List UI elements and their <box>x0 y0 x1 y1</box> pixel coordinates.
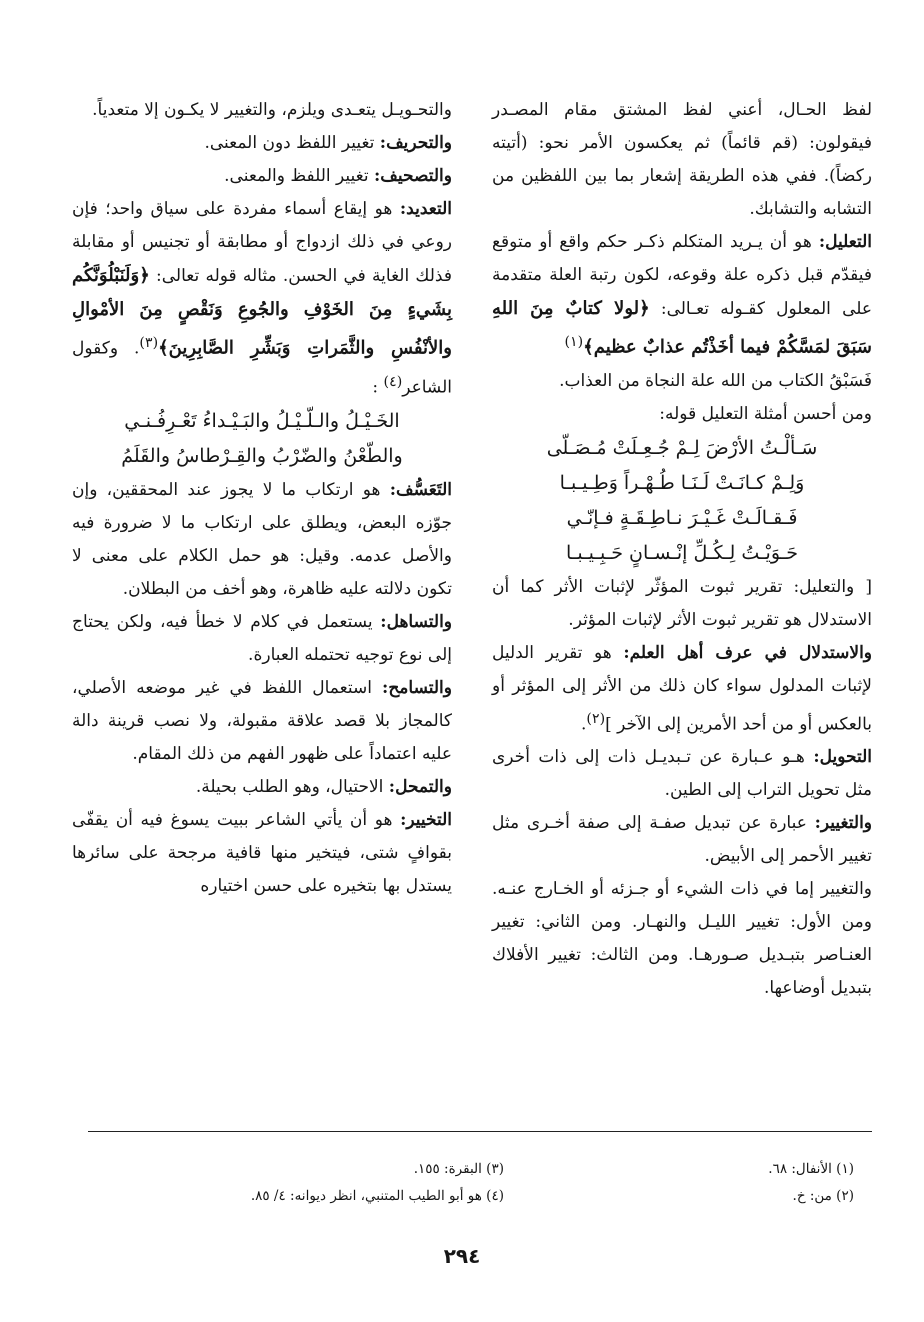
poem-line: فَـقـالَـتْ غَـيْـرَ نـاطِـقَـةٍ فـإنّـي <box>566 506 798 529</box>
footnote-ref: (١) <box>564 334 584 350</box>
footnotes-left <box>174 1156 504 1210</box>
definition-text: هو أن يـريد المتكلم ذكـر حكم واقع أو متوقع فيقدّم قبل ذكره علة وقوعه، لكون رتبة العلة متقدمة على المعلول كقـوله تعـالى: <box>492 232 873 319</box>
definition-text: عبارة عن تبديل صفـة إلى صفة أخـرى مثل تغيير الأحمر إلى الأبيض. <box>492 813 872 867</box>
paragraph: فَسَبْقُ الكتاب من الله علة النجاة من العذاب. <box>559 370 872 391</box>
poem-line: حَـوَيْـتُ لِـكُـلِّ إنْـسـانٍ حَـبِـيـبـا <box>566 541 798 564</box>
term-label: والتسامح: <box>382 678 452 699</box>
tasamuh-definition <box>72 672 452 771</box>
taassuf-definition <box>72 474 452 606</box>
definition-text: هو إيقاع أسماء مفردة على سياق واحد؛ فإن روعي في ذلك ازدواج أو مطابقة أو تجنيس أو مقابلة فذلك الغاية في الحسن. مثاله قوله تعالى: <box>72 199 452 286</box>
term-label: والتحريف: <box>379 133 452 153</box>
tahrif-definition <box>72 127 452 160</box>
term-label: التَعَسُّف: <box>389 480 452 501</box>
right-column <box>492 94 872 1005</box>
definition-text: الاحتيال، وهو الطلب بحيلة. <box>195 777 384 798</box>
term-label: والتساهل: <box>380 612 452 633</box>
takhyir-definition <box>72 804 452 903</box>
tamahhul-definition <box>72 771 452 804</box>
quran-verse: ﴿وَلَنَبْلُوَنَّكُم بِشَيءٍ مِنَ الخَوْفِ والجُوعِ وَنَقْصٍ مِنَ الأمْوالِ والأنْفُسِ والثَّمَراتِ وَبَشِّرِ الصَّابِرِينَ﴾ <box>72 265 453 359</box>
poem-line: الخَـيْـلُ والـلّـيْـلُ والبَـيْـداءُ تَعْـرِفُـنـي <box>124 410 400 433</box>
term-label: والاستدلال في عرف أهل العلم: <box>623 642 872 663</box>
taghyir-definition <box>492 807 872 873</box>
footnote: (١) الأنفال: ٦٨. <box>768 1161 854 1177</box>
definition-text: تغيير اللفظ والمعنى. <box>224 166 369 186</box>
footnote: (٤) هو أبو الطيب المتنبي، انظر ديوانه: ٤/ ٨٥. <box>250 1188 504 1204</box>
poet-intro: . وكقول الشاعر <box>72 338 452 398</box>
term-label: والتمحل: <box>388 777 452 798</box>
quran-verse: ﴿لولا كتابٌ مِنَ اللهِ سَبَقَ لمَسَّكُمْ فيما أخَذْتُم عذابٌ عظيم﴾ <box>492 298 872 358</box>
term-label: التحويل: <box>813 747 873 768</box>
bracketed-note: [ والتعليل: تقرير ثبوت المؤثّر لإثبات الأثر كما أن الاستدلال هو تقرير ثبوت الأثر لإثبات المؤثر. <box>492 576 872 630</box>
left-column <box>72 94 452 903</box>
poem <box>72 404 452 474</box>
footnote-ref: (٢) <box>586 710 606 727</box>
paragraph: والتحـويـل يتعـدى ويلزم، والتغيير لا يكـون إلا متعدياً. <box>92 100 452 120</box>
poem-intro: ومن أحسن أمثلة التعليل قوله: <box>659 403 872 424</box>
definition-text: هو ارتكاب ما لا يجوز عند المحققين، وإن جوّزه البعض، ويطلق على ارتكاب ما لا ضرورة فيه والأصل عدمه. وقيل: هو حمل الكلام على معنى لا تكون دلالته عليه ظاهرة، وهو أخف من البطلان. <box>72 480 452 600</box>
definition-text: هو أن يأتي الشاعر ببيت يسوغ فيه أن يقفّى بقوافٍ شتى، فيتخير منها قافية مرجحة على سائرها يستدل بها بتخيره على حسن اختياره <box>72 810 452 897</box>
term-label: والتغيير: <box>814 813 872 834</box>
taalil-definition <box>492 226 872 365</box>
istidlal-definition: والاستدلال في عرف أهل العلم: هو تقرير الدليل لإثبات المدلول سواء كان ذلك من الأثر إلى المؤثر أو بالعكس أو من أحد الأمرين إلى الآخر ]$^{(٢)}$. <box>492 642 872 735</box>
term-label: التعليل: <box>818 232 873 252</box>
footnote-ref: (٣) <box>139 335 159 351</box>
paragraph: لفظ الحـال، أعني لفظ المشتق مقام المصـدر فيقولون: (قم قائماً) ثم يعكسون الأمر نحو: (أتيته ركضاً). ففي هذه الطريقة إشعار بما بين اللفظين من التشابه والتشابك. <box>492 100 872 219</box>
poem-line: سَـألْـتُ الأرْضَ لِـمْ جُـعِـلَتْ مُـصَـلّى <box>546 436 818 459</box>
poem <box>492 431 872 571</box>
definition-text: تغيير اللفظ دون المعنى. <box>204 133 375 153</box>
footnotes-right <box>554 1156 854 1210</box>
term-label: التخيير: <box>400 810 452 831</box>
footnote: (٢) من: خ. <box>792 1188 854 1204</box>
definition-text: يستعمل في كلام لا خطأ فيه، ولكن يحتاج إلى نوع توجيه تحتمله العبارة. <box>72 612 452 666</box>
footnote-ref: (٤) <box>383 373 403 390</box>
paragraph: والتغيير إما في ذات الشيء أو جـزئه أو الخـارج عنـه. ومن الأول: تغيير الليـل والنهـار. ومن الثاني: تغيير العنـاصر بتبـديل صـورهـا. ومن الثالث: تغيير الأفلاك بتبديل أوضاعها. <box>492 879 872 999</box>
definition-text: هو تقرير الدليل لإثبات المدلول سواء كان ذلك من الأثر إلى المؤثر أو بالعكس أو من أحد الأمرين إلى الآخر ] <box>492 642 872 735</box>
page-number: ٢٩٤ <box>443 1244 481 1268</box>
definition-text: هـو عـبارة عن تـبديـل ذات إلى ذات أخرى مثل تحويل التراب إلى الطين. <box>492 747 872 801</box>
footnote: (٣) البقرة: ١٥٥. <box>413 1161 504 1177</box>
tasahul-definition <box>72 606 452 672</box>
tashif-definition <box>72 160 452 193</box>
tadid-definition: التعديد: هو إيقاع أسماء مفردة على سياق واحد؛ فإن روعي في ذلك ازدواج أو مطابقة أو تجنيس أو مقابلة فذلك الغاية في الحسن. مثاله قوله تعالى: ﴿وَلَنَبْلُوَنَّكُم بِشَيءٍ مِنَ الخَوْفِ والجُوعِ وَنَقْصٍ مِنَ الأمْوالِ والأنْفُسِ والثَّمَراتِ وَبَشِّرِ الصَّابِرِينَ﴾$^{(٣)}$. وكقول الشاعر$^{(٤)}$ : <box>72 199 453 398</box>
footnote-divider <box>88 1131 872 1132</box>
poem-line: وَلِـمْ كـانَـتْ لَـنَـا طُـهْـراً وَطِـيـبـا <box>559 471 805 494</box>
poem-line: والطّعْنُ والضّرْبُ والقِـرْطاسُ والقَلَمُ <box>121 445 403 468</box>
term-label: والتصحيف: <box>374 166 452 186</box>
definition-text: استعمال اللفظ في غير موضعه الأصلي، كالمجاز بلا قصد علاقة مقبولة، ولا نصب قرينة دالة عليه اعتماداً على ظهور الفهم من ذلك المقام. <box>72 678 452 765</box>
tahwil-definition <box>492 741 872 807</box>
term-label: التعديد: <box>399 199 452 219</box>
